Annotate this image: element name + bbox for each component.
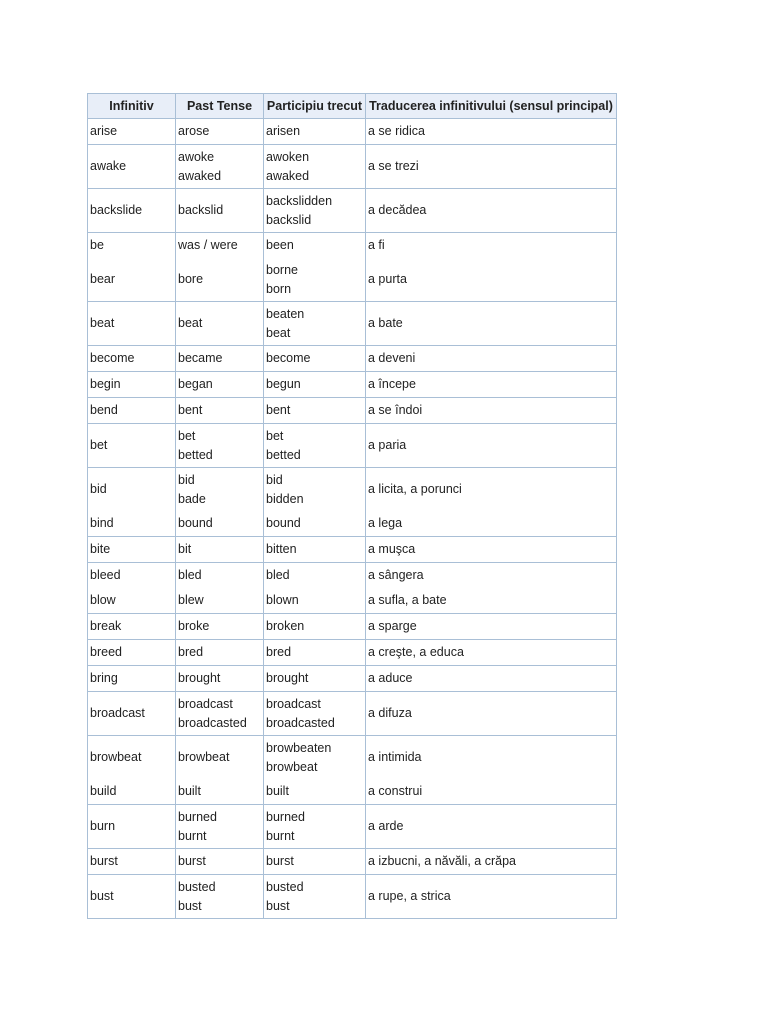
past-participle-cell-line: bitten bbox=[266, 542, 297, 557]
infinitive-cell: broadcast bbox=[88, 692, 176, 736]
table-row bbox=[88, 346, 617, 372]
infinitive-cell: beat bbox=[88, 302, 176, 346]
translation-cell: a începe bbox=[366, 372, 617, 398]
past-participle-cell-line: blown bbox=[266, 593, 299, 608]
past-tense-cell-line: broke bbox=[178, 619, 210, 634]
past-participle-cell-line: arisen bbox=[266, 124, 301, 139]
table-row bbox=[88, 302, 617, 346]
past-tense-cell bbox=[176, 692, 264, 736]
past-participle-cell-line: been bbox=[266, 238, 294, 253]
irregular-verbs-table bbox=[87, 93, 617, 919]
table-row bbox=[88, 736, 617, 780]
past-tense-cell-line: bid bbox=[178, 473, 195, 487]
infinitive-cell: backslide bbox=[88, 189, 176, 233]
past-participle-cell bbox=[264, 537, 366, 563]
past-participle-cell-line: backslid bbox=[266, 212, 312, 227]
past-tense-cell-line: bled bbox=[178, 568, 202, 583]
past-participle-cell-line: awoken bbox=[266, 150, 310, 164]
past-participle-cell bbox=[264, 302, 366, 346]
past-participle-cell bbox=[264, 779, 366, 805]
past-tense-cell bbox=[176, 666, 264, 692]
header-past-participle: Participiu trecut bbox=[264, 94, 366, 119]
table-row bbox=[88, 692, 617, 736]
past-participle-cell bbox=[264, 511, 366, 537]
past-tense-cell bbox=[176, 372, 264, 398]
past-tense-cell-line: backslid bbox=[178, 203, 224, 218]
past-participle-cell-line: broken bbox=[266, 619, 305, 634]
translation-cell: a se trezi bbox=[366, 145, 617, 189]
infinitive-cell: breed bbox=[88, 640, 176, 666]
past-participle-cell bbox=[264, 372, 366, 398]
past-tense-cell-line: blew bbox=[178, 593, 204, 608]
infinitive-cell: bleed bbox=[88, 563, 176, 589]
infinitive-cell: bite bbox=[88, 537, 176, 563]
table-row bbox=[88, 511, 617, 537]
infinitive-cell: become bbox=[88, 346, 176, 372]
translation-cell: a construi bbox=[366, 779, 617, 805]
past-tense-cell bbox=[176, 588, 264, 614]
past-participle-cell-line: beat bbox=[266, 325, 291, 340]
past-participle-cell-line: beaten bbox=[266, 307, 305, 321]
past-tense-cell bbox=[176, 805, 264, 849]
past-participle-cell bbox=[264, 398, 366, 424]
past-tense-cell-line: became bbox=[178, 351, 223, 366]
past-tense-cell-line: broadcast bbox=[178, 697, 233, 711]
past-tense-cell-line: burned bbox=[178, 810, 217, 824]
past-participle-cell-line: burned bbox=[266, 810, 305, 824]
past-tense-cell bbox=[176, 875, 264, 919]
past-tense-cell-line: began bbox=[178, 377, 213, 392]
infinitive-cell: break bbox=[88, 614, 176, 640]
translation-cell: a difuza bbox=[366, 692, 617, 736]
infinitive-cell: bind bbox=[88, 511, 176, 537]
past-participle-cell-line: built bbox=[266, 784, 289, 799]
table-row bbox=[88, 468, 617, 512]
past-tense-cell-line: busted bbox=[178, 880, 216, 894]
past-participle-cell-line: browbeat bbox=[266, 759, 318, 774]
table-row bbox=[88, 849, 617, 875]
past-tense-cell bbox=[176, 424, 264, 468]
table-row bbox=[88, 424, 617, 468]
past-tense-cell-line: burnt bbox=[178, 828, 207, 843]
past-tense-cell-line: bore bbox=[178, 272, 204, 287]
past-participle-cell bbox=[264, 640, 366, 666]
past-tense-cell bbox=[176, 849, 264, 875]
past-tense-cell bbox=[176, 736, 264, 780]
past-participle-cell bbox=[264, 119, 366, 145]
past-tense-cell bbox=[176, 779, 264, 805]
infinitive-cell: bring bbox=[88, 666, 176, 692]
table-row bbox=[88, 614, 617, 640]
past-participle-cell bbox=[264, 805, 366, 849]
translation-cell: a aduce bbox=[366, 666, 617, 692]
past-participle-cell-line: begun bbox=[266, 377, 301, 392]
translation-cell: a purta bbox=[366, 258, 617, 302]
past-participle-cell-line: become bbox=[266, 351, 311, 366]
translation-cell: a se ridica bbox=[366, 119, 617, 145]
past-participle-cell bbox=[264, 588, 366, 614]
past-participle-cell bbox=[264, 736, 366, 780]
past-participle-cell bbox=[264, 563, 366, 589]
past-participle-cell bbox=[264, 468, 366, 512]
header-row bbox=[88, 94, 617, 119]
past-tense-cell-line: bet bbox=[178, 429, 196, 443]
past-participle-cell-line: browbeaten bbox=[266, 741, 332, 755]
infinitive-cell: be bbox=[88, 233, 176, 259]
past-tense-cell bbox=[176, 346, 264, 372]
infinitive-cell: bust bbox=[88, 875, 176, 919]
translation-cell: a rupe, a strica bbox=[366, 875, 617, 919]
past-participle-cell bbox=[264, 424, 366, 468]
past-participle-cell bbox=[264, 849, 366, 875]
past-participle-cell bbox=[264, 189, 366, 233]
infinitive-cell: bear bbox=[88, 258, 176, 302]
infinitive-cell: awake bbox=[88, 145, 176, 189]
infinitive-cell: build bbox=[88, 779, 176, 805]
past-tense-cell bbox=[176, 398, 264, 424]
header-past-tense: Past Tense bbox=[176, 94, 264, 119]
infinitive-cell: bid bbox=[88, 468, 176, 512]
translation-cell: a paria bbox=[366, 424, 617, 468]
translation-cell: a bate bbox=[366, 302, 617, 346]
past-participle-cell-line: backslidden bbox=[266, 194, 333, 208]
infinitive-cell: begin bbox=[88, 372, 176, 398]
past-participle-cell-line: broadcasted bbox=[266, 715, 335, 730]
header-infinitive: Infinitiv bbox=[88, 94, 176, 119]
table-row bbox=[88, 398, 617, 424]
past-tense-cell-line: bent bbox=[178, 403, 203, 418]
table-row bbox=[88, 233, 617, 259]
past-tense-cell bbox=[176, 119, 264, 145]
past-tense-cell-line: bred bbox=[178, 645, 204, 660]
past-participle-cell-line: bust bbox=[266, 898, 290, 913]
infinitive-cell: blow bbox=[88, 588, 176, 614]
translation-cell: a creşte, a educa bbox=[366, 640, 617, 666]
past-tense-cell bbox=[176, 537, 264, 563]
translation-cell: a sângera bbox=[366, 563, 617, 589]
table-row bbox=[88, 145, 617, 189]
table-row bbox=[88, 875, 617, 919]
past-participle-cell-line: bled bbox=[266, 568, 290, 583]
past-participle-cell-line: broadcast bbox=[266, 697, 321, 711]
past-participle-cell-line: burnt bbox=[266, 828, 295, 843]
translation-cell: a sufla, a bate bbox=[366, 588, 617, 614]
header-translation: Traducerea infinitivului (sensul principal) bbox=[366, 94, 617, 119]
past-tense-cell bbox=[176, 145, 264, 189]
infinitive-cell: burst bbox=[88, 849, 176, 875]
past-tense-cell-line: bust bbox=[178, 898, 202, 913]
table-row bbox=[88, 372, 617, 398]
past-tense-cell-line: betted bbox=[178, 447, 213, 462]
translation-cell: a se îndoi bbox=[366, 398, 617, 424]
past-participle-cell bbox=[264, 692, 366, 736]
table-row bbox=[88, 258, 617, 302]
translation-cell: a izbucni, a năvăli, a crăpa bbox=[366, 849, 617, 875]
past-participle-cell bbox=[264, 233, 366, 259]
past-participle-cell bbox=[264, 614, 366, 640]
past-tense-cell-line: beat bbox=[178, 316, 203, 331]
past-tense-cell bbox=[176, 511, 264, 537]
table-row bbox=[88, 119, 617, 145]
translation-cell: a sparge bbox=[366, 614, 617, 640]
past-tense-cell bbox=[176, 302, 264, 346]
table-row bbox=[88, 640, 617, 666]
past-participle-cell bbox=[264, 666, 366, 692]
past-tense-cell bbox=[176, 233, 264, 259]
table-row bbox=[88, 563, 617, 589]
translation-cell: a licita, a porunci bbox=[366, 468, 617, 512]
translation-cell: a fi bbox=[366, 233, 617, 259]
past-participle-cell-line: bound bbox=[266, 516, 301, 531]
past-tense-cell-line: arose bbox=[178, 124, 210, 139]
past-tense-cell-line: brought bbox=[178, 671, 221, 686]
past-tense-cell bbox=[176, 640, 264, 666]
table-row bbox=[88, 666, 617, 692]
table-row bbox=[88, 189, 617, 233]
infinitive-cell: burn bbox=[88, 805, 176, 849]
past-tense-cell-line: burst bbox=[178, 854, 206, 869]
past-participle-cell-line: bet bbox=[266, 429, 284, 443]
past-tense-cell bbox=[176, 468, 264, 512]
translation-cell: a lega bbox=[366, 511, 617, 537]
past-participle-cell bbox=[264, 145, 366, 189]
past-participle-cell-line: betted bbox=[266, 447, 301, 462]
past-participle-cell-line: bidden bbox=[266, 491, 304, 506]
past-tense-cell-line: browbeat bbox=[178, 750, 230, 765]
infinitive-cell: browbeat bbox=[88, 736, 176, 780]
translation-cell: a arde bbox=[366, 805, 617, 849]
past-tense-cell-line: bound bbox=[178, 516, 213, 531]
table-row bbox=[88, 779, 617, 805]
past-participle-cell-line: brought bbox=[266, 671, 309, 686]
past-tense-cell bbox=[176, 189, 264, 233]
past-participle-cell-line: borne bbox=[266, 263, 298, 277]
past-tense-cell-line: awaked bbox=[178, 168, 222, 183]
past-tense-cell-line: was / were bbox=[178, 238, 238, 253]
past-tense-cell bbox=[176, 563, 264, 589]
past-participle-cell-line: bent bbox=[266, 403, 291, 418]
past-tense-cell bbox=[176, 258, 264, 302]
past-tense-cell-line: awoke bbox=[178, 150, 215, 164]
past-participle-cell-line: busted bbox=[266, 880, 304, 894]
infinitive-cell: bet bbox=[88, 424, 176, 468]
past-participle-cell-line: burst bbox=[266, 854, 294, 869]
past-participle-cell-line: born bbox=[266, 281, 292, 296]
translation-cell: a deveni bbox=[366, 346, 617, 372]
infinitive-cell: bend bbox=[88, 398, 176, 424]
past-tense-cell-line: bit bbox=[178, 542, 192, 557]
past-participle-cell bbox=[264, 875, 366, 919]
table-body bbox=[88, 119, 617, 919]
translation-cell: a muşca bbox=[366, 537, 617, 563]
infinitive-cell: arise bbox=[88, 119, 176, 145]
translation-cell: a decădea bbox=[366, 189, 617, 233]
table-row bbox=[88, 805, 617, 849]
past-tense-cell-line: bade bbox=[178, 491, 206, 506]
past-participle-cell-line: awaked bbox=[266, 168, 310, 183]
translation-cell: a intimida bbox=[366, 736, 617, 780]
past-tense-cell-line: built bbox=[178, 784, 201, 799]
past-tense-cell-line: broadcasted bbox=[178, 715, 247, 730]
table-row bbox=[88, 537, 617, 563]
past-participle-cell bbox=[264, 258, 366, 302]
table-row bbox=[88, 588, 617, 614]
past-tense-cell bbox=[176, 614, 264, 640]
past-participle-cell-line: bred bbox=[266, 645, 292, 660]
past-participle-cell bbox=[264, 346, 366, 372]
past-participle-cell-line: bid bbox=[266, 473, 283, 487]
